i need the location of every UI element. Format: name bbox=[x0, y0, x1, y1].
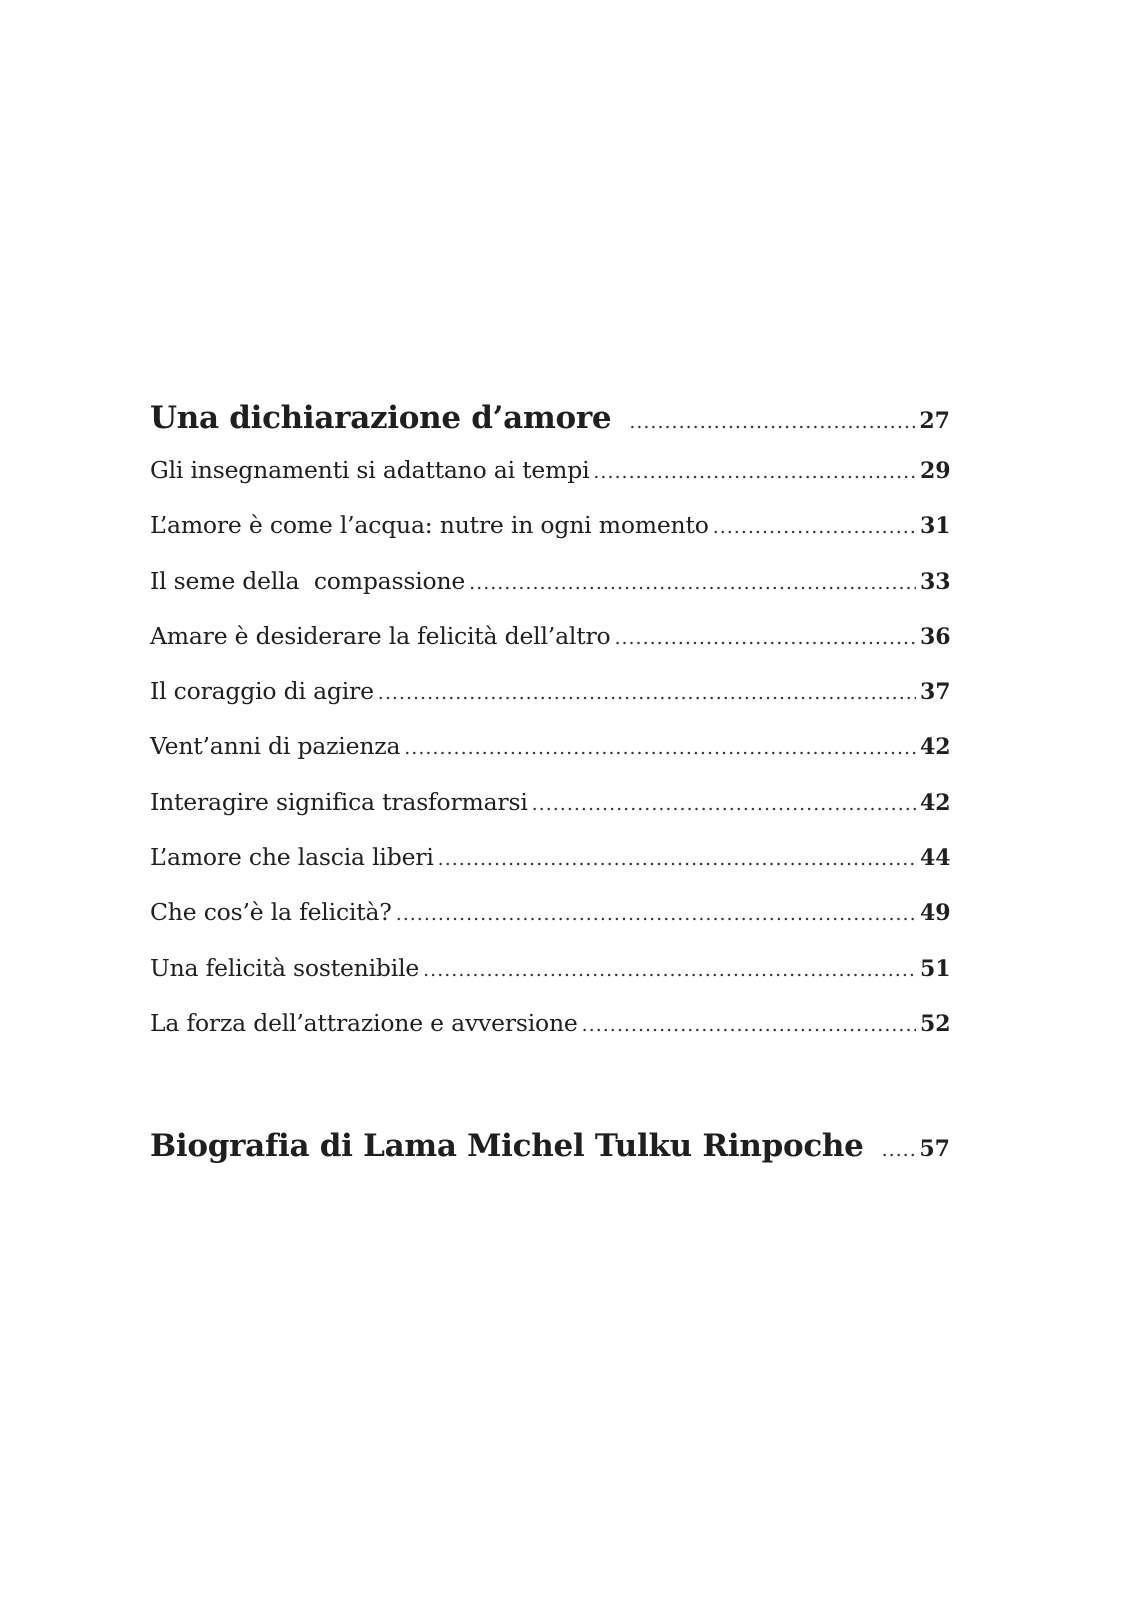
toc-entry[interactable] bbox=[150, 622, 950, 677]
chapter-title: Biografia di Lama Michel Tulku Rinpoche bbox=[150, 1128, 864, 1165]
toc-entry[interactable] bbox=[150, 898, 950, 953]
dot-leader bbox=[378, 682, 916, 704]
dot-leader bbox=[404, 737, 916, 759]
dot-leader bbox=[423, 959, 916, 981]
entry-page-number: 33 bbox=[920, 568, 951, 595]
entry-title: Amare è desiderare la felicità dell’altro bbox=[150, 621, 611, 650]
dot-leader bbox=[629, 411, 915, 433]
toc-entry[interactable] bbox=[150, 788, 950, 843]
toc-entry[interactable] bbox=[150, 1009, 950, 1064]
toc-entry[interactable] bbox=[150, 456, 950, 511]
toc-chapter-heading[interactable] bbox=[150, 400, 950, 456]
entry-title: L’amore che lascia liberi bbox=[150, 843, 434, 872]
entry-page-number: 37 bbox=[920, 679, 951, 706]
toc-entry[interactable] bbox=[150, 567, 950, 622]
toc-chapter-heading[interactable] bbox=[150, 1128, 950, 1184]
dot-leader bbox=[532, 793, 916, 815]
entry-title: Il seme della compassione bbox=[150, 566, 466, 595]
toc-entry[interactable] bbox=[150, 954, 950, 1009]
chapter-page-number: 27 bbox=[919, 408, 950, 434]
entry-title: Che cos’è la felicità? bbox=[150, 898, 392, 927]
dot-leader bbox=[882, 1139, 916, 1161]
entry-page-number: 29 bbox=[920, 458, 951, 484]
dot-leader bbox=[593, 461, 916, 483]
entry-title: Interagire significa trasformarsi bbox=[150, 787, 528, 816]
dot-leader bbox=[582, 1014, 916, 1036]
chapter-title: Una dichiarazione d’amore bbox=[150, 400, 612, 436]
entry-title: Vent’anni di pazienza bbox=[150, 732, 401, 761]
entry-page-number: 49 bbox=[920, 900, 951, 927]
entry-page-number: 36 bbox=[920, 623, 951, 650]
table-of-contents bbox=[150, 400, 950, 1184]
entry-title: Il coraggio di agire bbox=[150, 677, 374, 706]
entry-title: Gli insegnamenti si adattano ai tempi bbox=[150, 456, 590, 484]
toc-entry[interactable] bbox=[150, 732, 950, 787]
entry-page-number: 31 bbox=[920, 513, 951, 540]
entry-page-number: 44 bbox=[920, 845, 951, 872]
entry-page-number: 51 bbox=[920, 955, 951, 982]
entry-page-number: 42 bbox=[920, 734, 951, 761]
entry-title: Una felicità sostenibile bbox=[150, 953, 420, 982]
dot-leader bbox=[614, 627, 916, 649]
toc-entry[interactable] bbox=[150, 843, 950, 898]
section-spacer bbox=[150, 1064, 950, 1128]
dot-leader bbox=[469, 572, 916, 594]
entry-page-number: 52 bbox=[920, 1010, 951, 1037]
dot-leader bbox=[438, 848, 916, 870]
dot-leader bbox=[713, 516, 916, 538]
entry-title: La forza dell’attrazione e avversione bbox=[150, 1008, 578, 1037]
chapter-page-number: 57 bbox=[919, 1136, 950, 1163]
toc-entry[interactable] bbox=[150, 511, 950, 566]
toc-entry[interactable] bbox=[150, 677, 950, 732]
dot-leader bbox=[396, 903, 916, 925]
entry-title: L’amore è come l’acqua: nutre in ogni momento bbox=[150, 511, 709, 540]
entry-page-number: 42 bbox=[920, 789, 951, 816]
